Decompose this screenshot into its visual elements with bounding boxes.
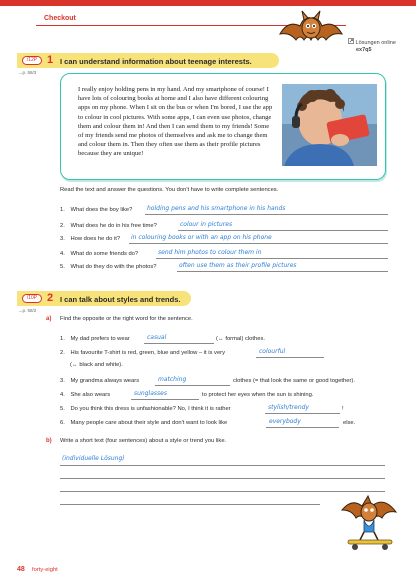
answer-text[interactable]: stylish/trendy (268, 404, 309, 411)
item-text-post: clothes (= that look the same or good together). (233, 378, 355, 384)
item-number: 4. (60, 392, 65, 398)
question-row (60, 223, 157, 232)
solutions-code: ex7q5 (356, 47, 372, 53)
question-number: 5. (60, 264, 65, 270)
item-number: 3. (60, 378, 65, 384)
item-text-pre: She also wears (70, 392, 111, 398)
writing-line (60, 478, 385, 479)
section-1-number: 1 (47, 54, 54, 66)
answer-line (177, 271, 388, 272)
section-1-points: /12P (22, 56, 42, 65)
question-text: How does he do it? (70, 236, 121, 242)
answer-text[interactable]: colour in pictures (180, 221, 233, 228)
question-number: 1. (60, 207, 65, 213)
writing-line (60, 465, 385, 466)
page-number: 48 (17, 566, 25, 573)
boy-with-phone-photo (282, 84, 377, 166)
external-link-icon (348, 38, 354, 44)
section-2-points: /10P (22, 294, 42, 303)
writing-line (60, 504, 320, 505)
answer-text[interactable]: often use them as their profile pictures (179, 262, 297, 269)
answer-line (178, 230, 388, 231)
answer-line (256, 357, 324, 358)
header-tab-label: Checkout (44, 15, 76, 22)
item-number: 5. (60, 406, 65, 412)
answer-text[interactable]: casual (147, 334, 167, 341)
answer-line (145, 214, 388, 215)
header-stripe (0, 0, 416, 6)
part-a-label: a) (46, 316, 52, 322)
question-row (60, 251, 138, 260)
answer-line (129, 243, 388, 244)
item-number: 2. (60, 350, 65, 356)
item-text-post: (↔ formal) clothes. (216, 336, 265, 342)
solutions-label: Lösungen online (355, 40, 396, 46)
answer-text[interactable]: send him photos to colour them in (158, 249, 262, 256)
exercise-item (60, 392, 110, 401)
question-text: What does he do in his free time? (70, 223, 157, 229)
exercise-item (60, 420, 227, 429)
exercise-item (60, 336, 130, 345)
reading-text: I really enjoy holding pens in my hand. And my smartphone of course! I have lots of colouring books at home and I also have different colouring apps on my phone. When I sit on the bus or when I'm bored, I use the app to colour in cool pictures. With some apps, I can even use photos, change them and colour them in! And then I can send them to my friends! Some of my friends send me photos of themselves and ask me to change them and colour them in. Then they often use them as their profile pictures because they are unique! (78, 86, 273, 158)
item-text-pre: Do you think this dress is unfashionable? No, I think it is rather (70, 406, 231, 412)
answer-text[interactable]: matching (158, 376, 187, 383)
bat-mascot-icon (278, 6, 344, 56)
part-b-instruction: Write a short text (four sentences) about a style or trend you like. (60, 438, 227, 444)
exercise-item (60, 406, 231, 415)
page-number-words: forty-eight (32, 567, 58, 573)
section-2-title: I can talk about styles and trends. (60, 295, 181, 304)
item-text-post: else. (343, 420, 356, 426)
question-row (60, 264, 157, 273)
item-text-pre: His favourite T-shirt is red, green, blue and yellow – it is very (70, 350, 226, 356)
item-number: 1. (60, 336, 65, 342)
answer-text[interactable]: colourful (259, 348, 286, 355)
answer-text[interactable]: everybody (269, 418, 301, 425)
question-text: What do some friends do? (70, 251, 139, 257)
item-text-pre: My grandma always wears (70, 378, 140, 384)
item-text-line2: (↔ black and white). (70, 362, 123, 368)
item-number: 6. (60, 420, 65, 426)
item-text-post: ! (342, 406, 344, 412)
writing-answer[interactable]: (individuelle Lösung) (62, 455, 125, 462)
answer-line (266, 427, 339, 428)
question-row (60, 207, 132, 216)
exercise-item (60, 378, 139, 387)
question-row (60, 236, 120, 245)
answer-text[interactable]: holding pens and his smartphone in his hands (147, 205, 286, 212)
section-1-ref: →p. 58/3 (18, 70, 37, 75)
exercise-item (60, 350, 225, 359)
part-a-instruction: Find the opposite or the right word for the sentence. (60, 316, 193, 322)
question-number: 2. (60, 223, 65, 229)
section-2-ref: →p. 58/2 (18, 308, 37, 313)
page-header (0, 0, 416, 38)
question-text: What does the boy like? (70, 207, 133, 213)
skateboarding-bat-icon (338, 488, 400, 552)
question-number: 3. (60, 236, 65, 242)
section-1-title: I can understand information about teenage interests. (60, 57, 252, 66)
answer-line (155, 385, 230, 386)
answer-text[interactable]: in colouring books or with an app on his phone (131, 234, 272, 241)
answer-line (156, 258, 388, 259)
item-text-post: to protect her eyes when the sun is shining. (202, 392, 314, 398)
item-text-pre: Many people care about their style and don't want to look like (70, 420, 228, 426)
question-number: 4. (60, 251, 65, 257)
answer-text[interactable]: sunglasses (134, 390, 167, 397)
part-b-label: b) (46, 438, 52, 444)
item-text-pre: My dad prefers to wear (70, 336, 130, 342)
solutions-online-note (348, 38, 396, 54)
question-text: What do they do with the photos? (70, 264, 157, 270)
writing-line (60, 491, 385, 492)
section-1-instruction: Read the text and answer the questions. You don't have to write complete sentences. (60, 187, 279, 193)
answer-line (131, 399, 199, 400)
answer-line (265, 413, 340, 414)
answer-line (144, 343, 214, 344)
section-2-number: 2 (47, 292, 54, 304)
